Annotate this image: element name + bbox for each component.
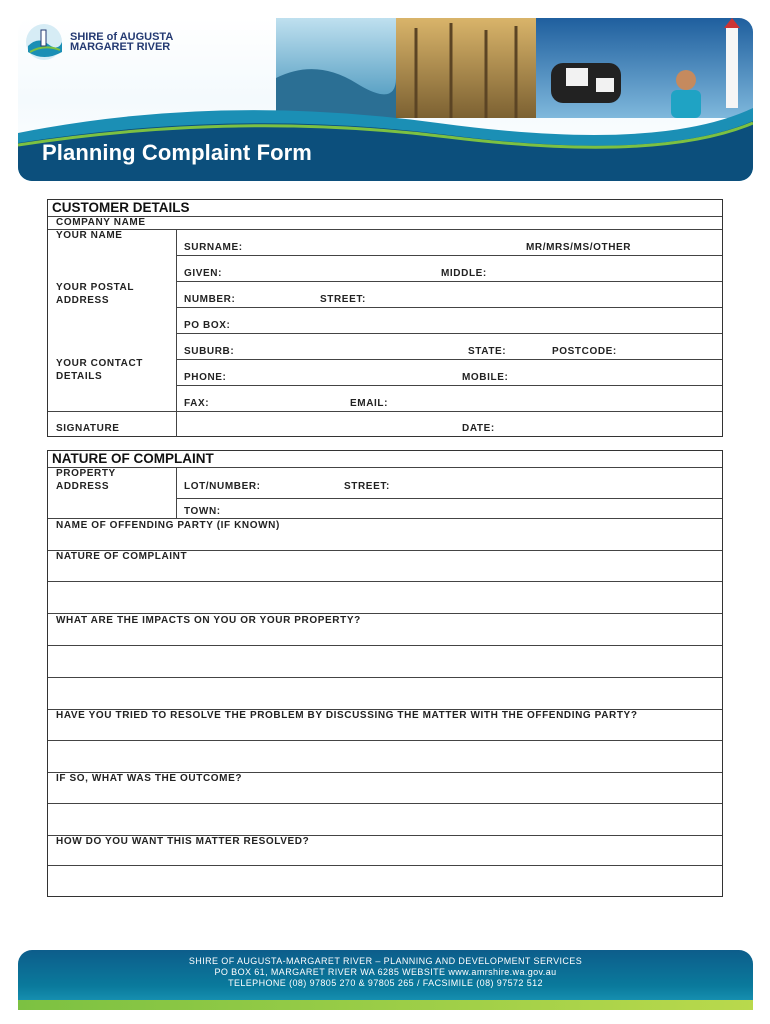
footer-banner [18, 950, 753, 1010]
footer-green-stripe [18, 1000, 753, 1010]
tried-resolve-label: HAVE YOU TRIED TO RESOLVE THE PROBLEM BY DISCUSSING THE MATTER WITH THE OFFENDING PARTY? [56, 710, 638, 721]
footer-line2: PO BOX 61, MARGARET RIVER WA 6285 WEBSITE www.amrshire.wa.gov.au [214, 967, 557, 977]
nature-field[interactable] [52, 563, 718, 613]
mobile-label: MOBILE: [462, 372, 509, 383]
logo-line1: SHIRE of AUGUSTA [70, 31, 174, 43]
suburb-label: SUBURB: [184, 346, 235, 357]
property-street-field[interactable] [398, 474, 718, 494]
given-label: GIVEN: [184, 268, 223, 279]
postcode-label: POSTCODE: [552, 346, 617, 357]
email-label: EMAIL: [350, 398, 389, 409]
resolved-label: HOW DO YOU WANT THIS MATTER RESOLVED? [56, 836, 310, 847]
signature-label: SIGNATURE [56, 423, 120, 434]
footer-line3: TELEPHONE (08) 97805 270 & 97805 265 / FACSIMILE (08) 97572 512 [228, 978, 543, 988]
street-field[interactable] [374, 287, 718, 307]
complaint-section [47, 450, 723, 897]
shire-emblem-icon [24, 22, 64, 62]
surname-field[interactable] [248, 237, 518, 257]
fax-field[interactable] [213, 391, 343, 411]
suburb-field[interactable] [243, 339, 463, 359]
po-box-field[interactable] [238, 313, 718, 333]
company-name-label: COMPANY NAME [56, 217, 146, 228]
middle-name-field[interactable] [493, 261, 718, 281]
date-field[interactable] [503, 414, 718, 434]
lot-number-field[interactable] [270, 474, 338, 494]
property-street-label: STREET: [344, 481, 390, 492]
middle-label: MIDDLE: [441, 268, 487, 279]
page-title: Planning Complaint Form [42, 140, 312, 165]
street-label: STREET: [320, 294, 366, 305]
title-options-label: MR/MRS/MS/OTHER [526, 242, 632, 253]
contact-details-label-2: DETAILS [56, 371, 103, 382]
your-name-label: YOUR NAME [56, 230, 123, 241]
state-label: STATE: [468, 346, 507, 357]
town-label: TOWN: [184, 506, 221, 517]
footer-line1: SHIRE OF AUGUSTA-MARGARET RIVER – PLANNING AND DEVELOPMENT SERVICES [188, 956, 583, 966]
postal-address-label-1: YOUR POSTAL [56, 282, 135, 293]
outcome-label: IF SO, WHAT WAS THE OUTCOME? [56, 773, 243, 784]
lot-number-label: LOT/NUMBER: [184, 481, 261, 492]
postal-address-label-2: ADDRESS [56, 295, 110, 306]
offending-party-label: NAME OF OFFENDING PARTY (IF KNOWN) [56, 520, 280, 531]
date-label: DATE: [462, 423, 495, 434]
complaint-section-title: NATURE OF COMPLAINT [52, 451, 214, 466]
customer-details-section [47, 199, 723, 437]
property-address-label-2: ADDRESS [56, 481, 110, 492]
shire-logo [24, 22, 184, 72]
impacts-field[interactable] [52, 627, 718, 709]
po-box-label: PO BOX: [184, 320, 231, 331]
property-address-label-1: PROPERTY [56, 468, 116, 479]
town-field[interactable] [228, 499, 718, 519]
postcode-field[interactable] [626, 339, 718, 359]
email-field[interactable] [393, 391, 718, 411]
offending-party-field[interactable] [52, 531, 718, 549]
given-name-field[interactable] [228, 261, 433, 281]
phone-field[interactable] [233, 365, 455, 385]
resolved-field[interactable] [52, 849, 718, 895]
tried-resolve-field[interactable] [52, 722, 718, 772]
mobile-field[interactable] [518, 365, 718, 385]
outcome-field[interactable] [52, 785, 718, 835]
customer-details-title: CUSTOMER DETAILS [52, 200, 190, 215]
number-label: NUMBER: [184, 294, 236, 305]
signature-field[interactable] [180, 414, 450, 434]
contact-details-label-1: YOUR CONTACT [56, 358, 144, 369]
logo-line2: MARGARET RIVER [70, 41, 171, 53]
header-banner [18, 18, 753, 181]
impacts-label: WHAT ARE THE IMPACTS ON YOU OR YOUR PROPERTY? [56, 615, 361, 626]
phone-label: PHONE: [184, 372, 227, 383]
surname-label: SURNAME: [184, 242, 243, 253]
fax-label: FAX: [184, 398, 210, 409]
number-field[interactable] [243, 287, 315, 307]
nature-label: NATURE OF COMPLAINT [56, 551, 188, 562]
state-field[interactable] [514, 339, 548, 359]
